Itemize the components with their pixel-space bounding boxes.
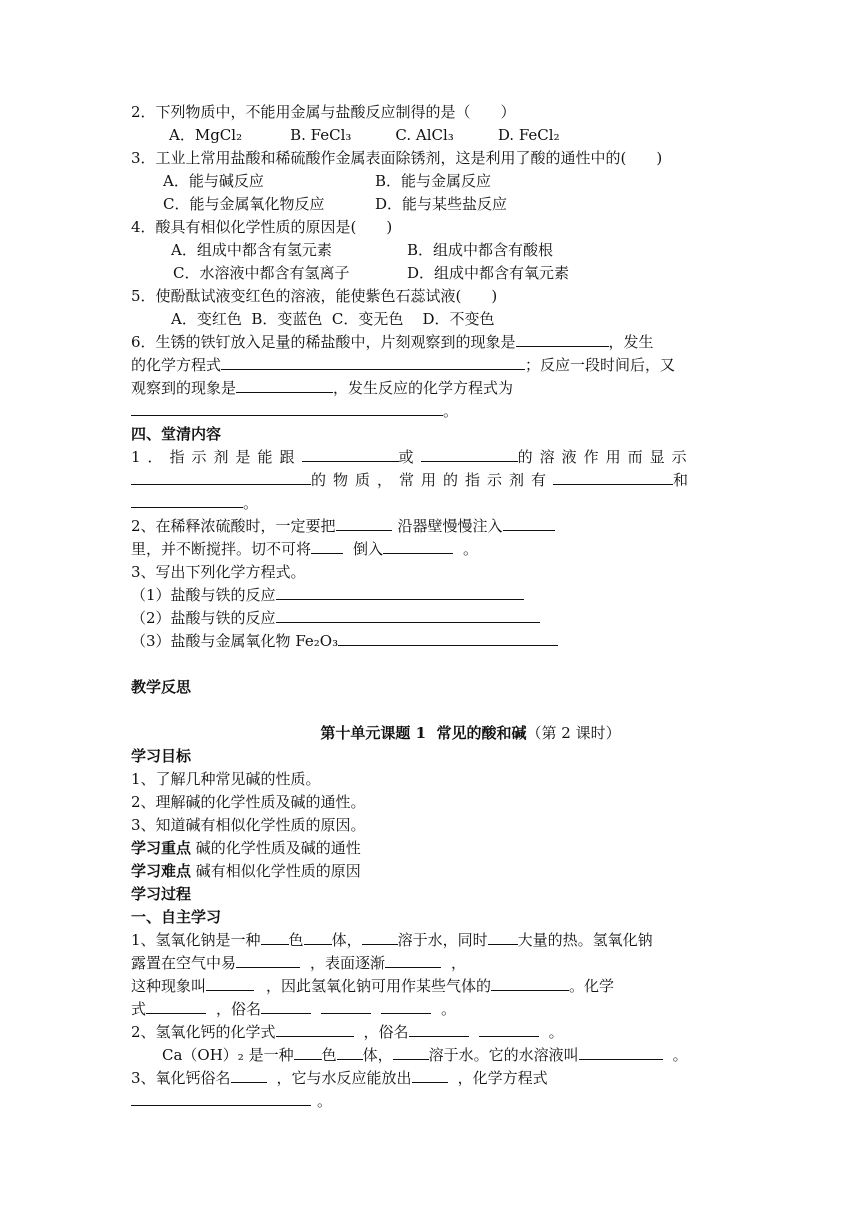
answer-blank[interactable] [579, 1044, 663, 1060]
question-4-options-row1 [131, 239, 730, 262]
answer-blank[interactable] [131, 400, 443, 416]
section-4-q2-line1: 2、在稀释浓硫酸时，一定要把 沿器壁慢慢注入 [131, 515, 730, 538]
option-a: A．能与碱反应 [163, 172, 264, 190]
answer-blank[interactable] [276, 607, 540, 623]
question-4-stem: 4．酸具有相似化学性质的原因是( ) [131, 218, 393, 236]
option-a: A．组成中都含有氢元素 [171, 241, 332, 259]
answer-blank[interactable] [231, 1067, 267, 1083]
section-4-q1-line2: 的物质，常用的指示剂有 和 [131, 469, 730, 492]
answer-blank[interactable] [131, 469, 311, 485]
answer-blank[interactable] [221, 354, 525, 370]
option-b: B．能与金属反应 [375, 172, 492, 190]
caoh-line1: 2、氢氧化钙的化学式 ，俗名 。 [131, 1023, 564, 1041]
naoh-line3: 这种现象叫 ，因此氢氧化钠可用作某些气体的 。化学 [131, 977, 615, 995]
answer-blank[interactable] [131, 1090, 311, 1106]
option-d: D．组成中都含有氧元素 [407, 264, 570, 282]
option-c: C．能与金属氧化物反应 [163, 195, 325, 213]
answer-blank[interactable] [383, 538, 453, 554]
answer-blank[interactable] [311, 538, 343, 554]
learning-process-heading: 学习过程 [131, 885, 192, 903]
answer-blank[interactable] [338, 630, 558, 646]
answer-blank[interactable] [503, 515, 555, 531]
learning-goals-heading: 学习目标 [131, 747, 192, 765]
section-4-q3-3: （3）盐酸与金属氧化物 Fe₂O₃ [131, 630, 730, 653]
answer-blank[interactable] [412, 1067, 448, 1083]
goal-3: 3、知道碱有相似化学性质的原因。 [131, 816, 366, 834]
section-4-q3: 3、写出下列化学方程式。 [131, 563, 306, 581]
section-4-q2-line2: 里，并不断搅拌。切不可将 倒入 。 [131, 540, 479, 558]
section-4-q1-line1: 1．指示剂是能跟 或 的溶液作用而显示 [131, 448, 694, 466]
option-c: C. AlCl₃ [395, 126, 454, 144]
naoh-line1: 1、氢氧化钠是一种 色 体， 溶于水，同时 大量的热。氢氧化钠 [131, 931, 653, 949]
question-6-line1: 6．生锈的铁钉放入足量的稀盐酸中，片刻观察到的现象是 ，发生 [131, 333, 654, 351]
answer-blank[interactable] [488, 929, 518, 945]
question-6-line2: 的化学方程式 ；反应一段时间后，又 [131, 356, 676, 374]
self-study-heading: 一、自主学习 [131, 908, 222, 926]
answer-blank[interactable] [146, 998, 206, 1014]
question-3-options-row1 [131, 170, 730, 193]
section-4-q3-2: （2）盐酸与铁的反应 [131, 607, 730, 630]
answer-blank[interactable] [516, 331, 609, 347]
answer-blank[interactable] [336, 515, 392, 531]
answer-blank[interactable] [236, 952, 300, 968]
question-2-stem: 2．下列物质中，不能用金属与盐酸反应制得的是（ ） [131, 103, 516, 121]
answer-blank[interactable] [302, 446, 399, 462]
goal-2: 2、理解碱的化学性质及碱的通性。 [131, 793, 366, 811]
answer-blank[interactable] [553, 469, 673, 485]
question-5-stem: 5．使酚酞试液变红色的溶液，能使紫色石蕊试液( ) [131, 287, 498, 305]
answer-blank[interactable] [409, 1021, 469, 1037]
question-4-options-row2 [131, 262, 730, 285]
option-d: D．能与某些盐反应 [375, 195, 508, 213]
caoh-line2: Ca（OH）₂ 是一种 色 体， 溶于水。它的水溶液叫 。 [162, 1046, 688, 1064]
answer-blank[interactable] [321, 998, 371, 1014]
answer-blank[interactable] [381, 998, 431, 1014]
question-6-line4: 。 [131, 400, 730, 423]
answer-blank[interactable] [236, 377, 333, 393]
answer-blank[interactable] [276, 584, 524, 600]
naoh-line2: 露置在空气中易 ，表面逐渐 ， [131, 954, 467, 972]
question-3-options-row2 [131, 193, 730, 216]
question-6-line3: 观察到的现象是 ，发生反应的化学方程式为 [131, 379, 514, 397]
section-4-q3-1: （1）盐酸与铁的反应 [131, 584, 730, 607]
question-5-options: A．变红色 B．变蓝色 C．变无色 D．不变色 [171, 310, 495, 328]
goal-1: 1、了解几种常见碱的性质。 [131, 770, 321, 788]
key-points: 学习重点 碱的化学性质及碱的通性 [131, 839, 361, 857]
answer-blank[interactable] [337, 1044, 363, 1060]
lesson-title: 第十单元课题 1 常见的酸和碱（第 2 课时） [320, 724, 621, 742]
option-d: D. FeCl₂ [497, 126, 560, 144]
answer-blank[interactable] [491, 975, 569, 991]
answer-blank[interactable] [362, 929, 398, 945]
cao-line2: 。 [131, 1090, 730, 1113]
difficult-points: 学习难点 碱有相似化学性质的原因 [131, 862, 361, 880]
answer-blank[interactable] [261, 998, 311, 1014]
answer-blank[interactable] [304, 929, 332, 945]
answer-blank[interactable] [276, 1021, 354, 1037]
answer-blank[interactable] [479, 1021, 539, 1037]
cao-line1: 3、氧化钙俗名 ，它与水反应能放出 ，化学方程式 [131, 1069, 548, 1087]
option-b: B. FeCl₃ [290, 126, 352, 144]
naoh-line4: 式 ，俗名 。 [131, 1000, 457, 1018]
teaching-reflection-heading: 教学反思 [131, 678, 192, 696]
answer-blank[interactable] [261, 929, 289, 945]
option-c: C．水溶液中都含有氢离子 [173, 264, 350, 282]
section-4-q1-line3: 。 [131, 492, 730, 515]
answer-blank[interactable] [294, 1044, 322, 1060]
question-3-stem: 3．工业上常用盐酸和稀硫酸作金属表面除锈剂，这是利用了酸的通性中的( ) [131, 149, 663, 167]
answer-blank[interactable] [393, 1044, 429, 1060]
section-4-title: 四、堂清内容 [131, 425, 222, 443]
question-2-options [131, 124, 730, 147]
answer-blank[interactable] [206, 975, 254, 991]
answer-blank[interactable] [421, 446, 518, 462]
answer-blank[interactable] [385, 952, 441, 968]
answer-blank[interactable] [131, 492, 243, 508]
option-b: B．组成中都含有酸根 [407, 241, 554, 259]
option-a: A．MgCl₂ [169, 126, 243, 144]
